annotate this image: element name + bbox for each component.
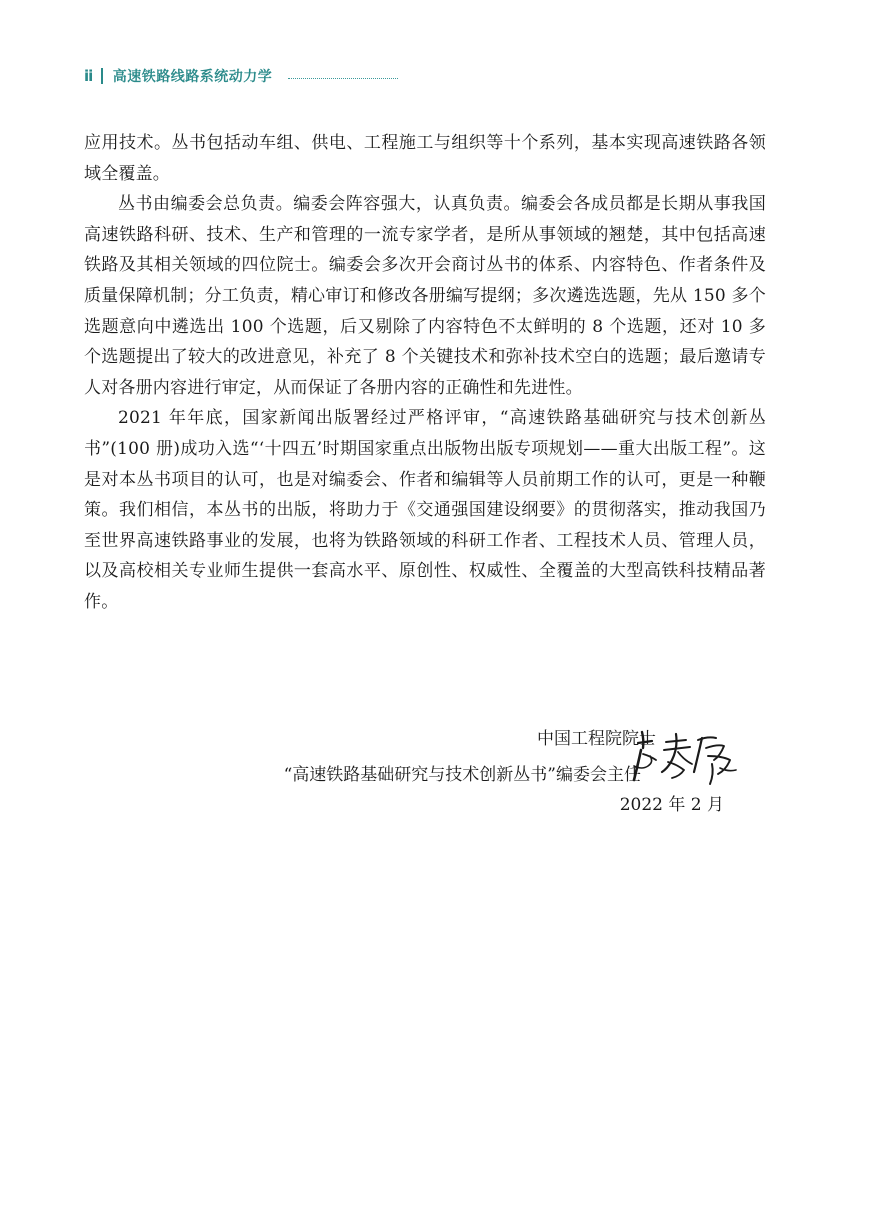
paragraph-2: 丛书由编委会总负责。编委会阵容强大，认真负责。编委会各成员都是长期从事我国高速铁路科研、技术、生产和管理的一流专家学者，是所从事领域的翘楚，其中包括高速铁路及其相关领域的四位院士。编委会多次开会商讨丛书的体系、内容特色、作者条件及质量保障机制；分工负责，精心审订和修改各册编写提纲；多次遴选选题，先从 150 多个选题意向中遴选出 100 个选题，后又剔除了内容特色不太鲜明的 8 个选题，还对 10 多个选题提出了较大的改进意见，补充了 8 个关键技术和弥补技术空白的选题；最后邀请专人对各册内容进行审定，从而保证了各册内容的正确性和先进性。 [84, 194, 766, 398]
signature-date: 2022 年 2 月 [619, 795, 724, 815]
running-header [84, 66, 272, 86]
paragraph-3: 2021 年年底，国家新闻出版署经过严格评审，“高速铁路基础研究与技术创新丛书”(100 册)成功入选“‘十四五’时期国家重点出版物出版专项规划——重大出版工程”。这是对本丛书项目的认可，也是对编委会、作者和编辑等人员前期工作的认可，更是一种鞭策。我们相信，本丛书的出版，将助力于《交通强国建设纲要》的贯彻落实，推动我国乃至世界高速铁路事业的发展，也将为铁路领域的科研工作者、工程技术人员、管理人员，以及高校相关专业师生提供一套高水平、原创性、权威性、全覆盖的大型高铁科技精品著作。 [84, 408, 766, 612]
header-dotted-rule [288, 78, 398, 79]
paragraph-1: 应用技术。丛书包括动车组、供电、工程施工与组织等十个系列，基本实现高速铁路各领域全覆盖。 [84, 133, 766, 184]
signer-position: “高速铁路基础研究与技术创新丛书”编委会主任 [283, 765, 641, 785]
page-number: ii [84, 67, 93, 85]
handwritten-signature [628, 726, 740, 788]
signer-title: 中国工程院院士 [537, 729, 656, 749]
book-title: 高速铁路线路系统动力学 [112, 69, 273, 85]
preface-body [84, 128, 766, 618]
header-divider [101, 68, 103, 84]
